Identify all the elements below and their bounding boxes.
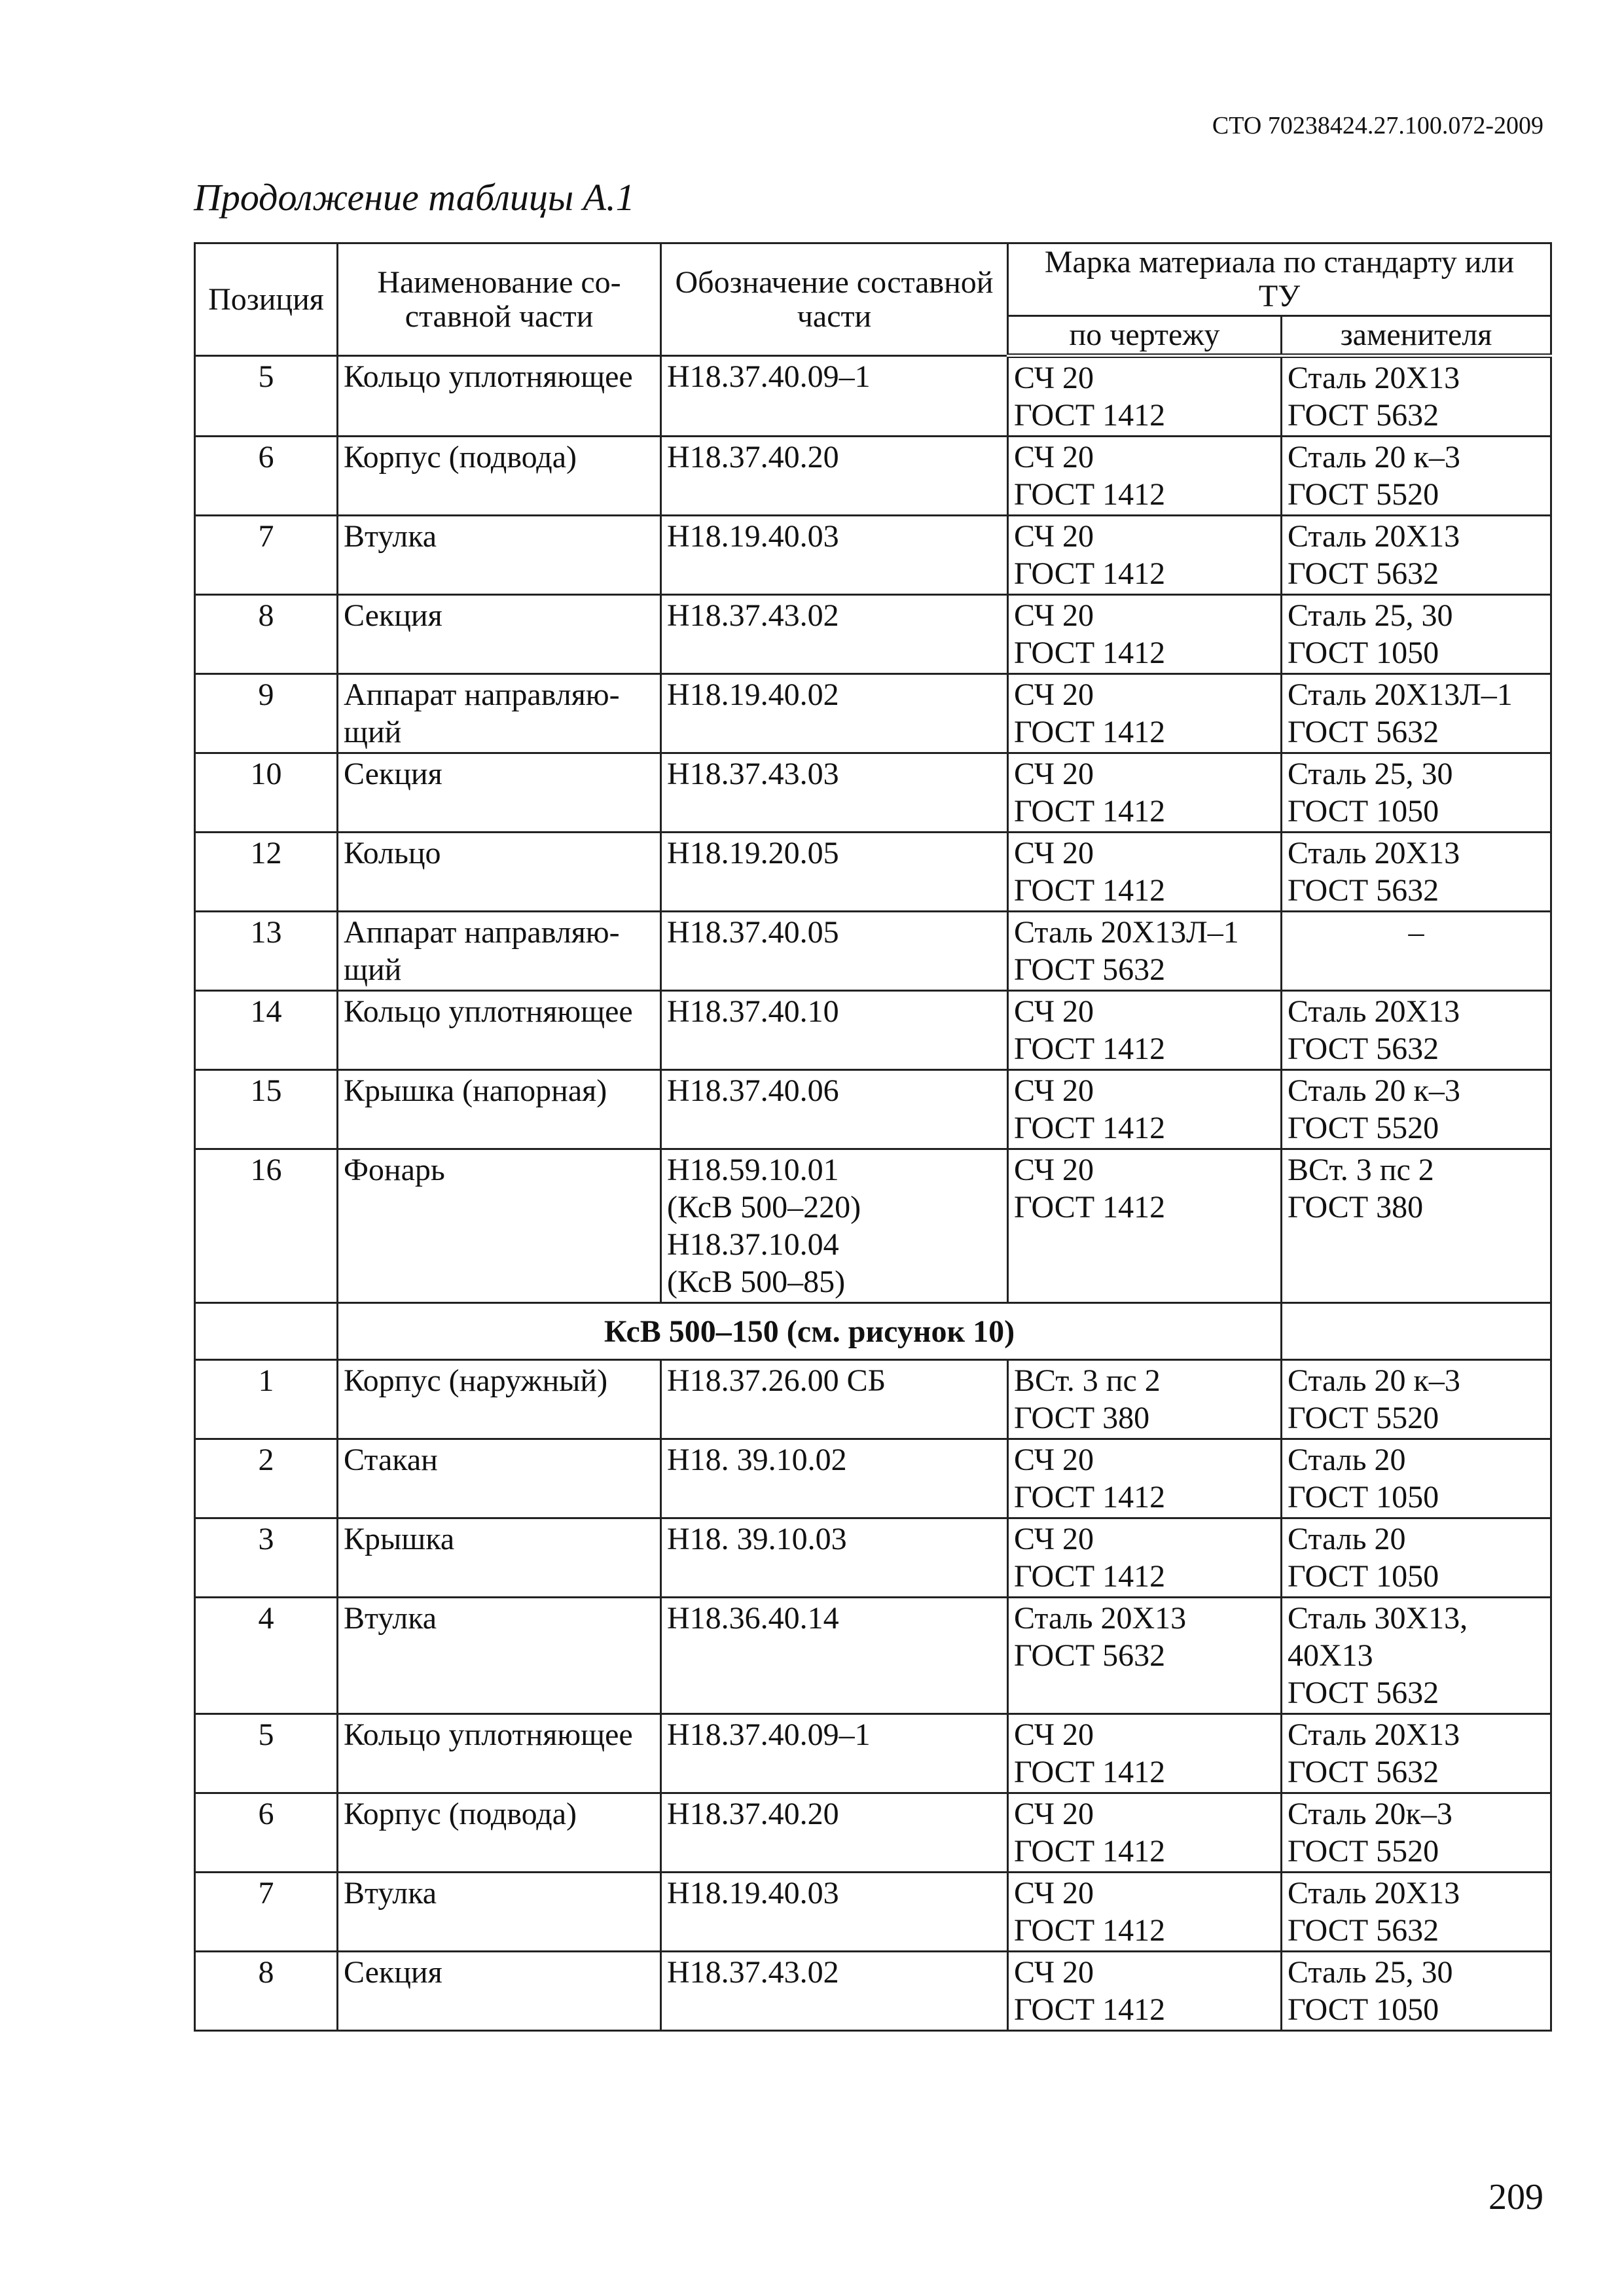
drawing-material-cell-line: ГОСТ 1412 bbox=[1014, 1190, 1166, 1225]
drawing-material-cell-line: Сталь 20Х13 bbox=[1014, 1601, 1187, 1636]
header-name-line: Наименование со- bbox=[377, 264, 621, 300]
designation-cell bbox=[661, 674, 1008, 753]
header-material-line: ТУ bbox=[1258, 279, 1301, 314]
header-position: Позиция bbox=[195, 243, 338, 356]
drawing-material-cell-line: СЧ 20 bbox=[1014, 1955, 1094, 1990]
designation-cell-line: Н18.37.43.03 bbox=[667, 757, 839, 791]
drawing-material-cell bbox=[1008, 1360, 1282, 1439]
name-cell bbox=[338, 1714, 661, 1793]
position-cell: 7 bbox=[195, 516, 338, 595]
header-name bbox=[338, 243, 661, 356]
substitute-material-cell-line: Сталь 30Х13, bbox=[1288, 1601, 1468, 1636]
drawing-material-cell-line: Сталь 20Х13Л–1 bbox=[1014, 915, 1239, 950]
table-row bbox=[195, 1518, 1551, 1598]
name-cell bbox=[338, 1360, 661, 1439]
substitute-material-cell-line: ГОСТ 5632 bbox=[1288, 873, 1439, 908]
table-row bbox=[195, 1149, 1551, 1303]
drawing-material-cell-line: ВСт. 3 пс 2 bbox=[1014, 1363, 1161, 1398]
substitute-material-cell-line: ГОСТ 5632 bbox=[1288, 1913, 1439, 1948]
designation-cell bbox=[661, 1070, 1008, 1149]
substitute-material-cell bbox=[1282, 912, 1551, 991]
name-cell-line: Корпус (подвода) bbox=[344, 1797, 577, 1831]
position-cell: 1 bbox=[195, 1360, 338, 1439]
substitute-material-cell bbox=[1282, 356, 1551, 437]
drawing-material-cell-line: СЧ 20 bbox=[1014, 757, 1094, 791]
designation-cell-line: Н18.37.26.00 СБ bbox=[667, 1363, 886, 1398]
document-code: СТО 70238424.27.100.072-2009 bbox=[1212, 112, 1543, 139]
drawing-material-cell-line: ГОСТ 1412 bbox=[1014, 715, 1166, 749]
drawing-material-cell-line: СЧ 20 bbox=[1014, 598, 1094, 633]
name-cell bbox=[338, 1873, 661, 1952]
substitute-material-cell-line: ГОСТ 5520 bbox=[1288, 477, 1439, 512]
name-cell-line: Секция bbox=[344, 757, 442, 791]
drawing-material-cell-line: ГОСТ 1412 bbox=[1014, 1031, 1166, 1066]
substitute-material-cell bbox=[1282, 437, 1551, 516]
substitute-material-cell-line: Сталь 20Х13 bbox=[1288, 994, 1460, 1029]
drawing-material-cell bbox=[1008, 1518, 1282, 1598]
designation-cell-line: Н18.19.40.02 bbox=[667, 677, 839, 712]
designation-cell-line: Н18.59.10.01 bbox=[667, 1153, 839, 1187]
designation-cell bbox=[661, 912, 1008, 991]
substitute-material-cell-line: 40Х13 bbox=[1288, 1638, 1373, 1673]
substitute-material-cell-line: ГОСТ 5632 bbox=[1288, 1755, 1439, 1789]
drawing-material-cell-line: ГОСТ 1412 bbox=[1014, 398, 1166, 433]
drawing-material-cell-line: ГОСТ 1412 bbox=[1014, 477, 1166, 512]
substitute-material-cell-line: Сталь 20Х13 bbox=[1288, 1717, 1460, 1752]
substitute-material-cell-line: ГОСТ 5632 bbox=[1288, 1031, 1439, 1066]
position-cell: 4 bbox=[195, 1598, 338, 1714]
drawing-material-cell-line: ГОСТ 1412 bbox=[1014, 1992, 1166, 2027]
drawing-material-cell-line: СЧ 20 bbox=[1014, 677, 1094, 712]
drawing-material-cell-line: ГОСТ 1412 bbox=[1014, 556, 1166, 591]
table-row bbox=[195, 516, 1551, 595]
table-row bbox=[195, 1952, 1551, 2031]
drawing-material-cell bbox=[1008, 356, 1282, 437]
drawing-material-cell-line: ГОСТ 1412 bbox=[1014, 873, 1166, 908]
position-cell: 5 bbox=[195, 1714, 338, 1793]
drawing-material-cell bbox=[1008, 1149, 1282, 1303]
drawing-material-cell-line: СЧ 20 bbox=[1014, 836, 1094, 870]
drawing-material-cell bbox=[1008, 1598, 1282, 1714]
drawing-material-cell bbox=[1008, 516, 1282, 595]
designation-cell bbox=[661, 991, 1008, 1070]
substitute-material-cell-line: ГОСТ 5520 bbox=[1288, 1834, 1439, 1869]
designation-cell-line: Н18.37.10.04 bbox=[667, 1227, 839, 1262]
section-row bbox=[195, 1303, 1551, 1360]
name-cell-line: Аппарат направляю- bbox=[344, 915, 620, 950]
designation-cell bbox=[661, 1873, 1008, 1952]
drawing-material-cell bbox=[1008, 674, 1282, 753]
position-cell: 15 bbox=[195, 1070, 338, 1149]
position-cell: 16 bbox=[195, 1149, 338, 1303]
substitute-material-cell-line: Сталь 20 к–3 bbox=[1288, 1363, 1460, 1398]
name-cell bbox=[338, 912, 661, 991]
designation-cell bbox=[661, 1952, 1008, 2031]
designation-cell bbox=[661, 833, 1008, 912]
designation-cell-line: (КсВ 500–220) bbox=[667, 1190, 861, 1225]
drawing-material-cell-line: СЧ 20 bbox=[1014, 519, 1094, 554]
substitute-material-cell-line: Сталь 20 к–3 bbox=[1288, 1073, 1460, 1108]
drawing-material-cell bbox=[1008, 912, 1282, 991]
designation-cell bbox=[661, 1360, 1008, 1439]
substitute-material-cell-line: ГОСТ 5632 bbox=[1288, 556, 1439, 591]
table-row bbox=[195, 1873, 1551, 1952]
name-cell bbox=[338, 833, 661, 912]
drawing-material-cell bbox=[1008, 833, 1282, 912]
substitute-material-cell-line: ГОСТ 5632 bbox=[1288, 715, 1439, 749]
drawing-material-cell-line: ГОСТ 1412 bbox=[1014, 1480, 1166, 1515]
designation-cell bbox=[661, 1714, 1008, 1793]
substitute-material-cell-line: ГОСТ 5520 bbox=[1288, 1111, 1439, 1145]
table-row bbox=[195, 356, 1551, 437]
drawing-material-cell-line: ГОСТ 1412 bbox=[1014, 794, 1166, 829]
drawing-material-cell-line: СЧ 20 bbox=[1014, 440, 1094, 475]
name-cell-line: Кольцо уплотняющее bbox=[344, 359, 633, 394]
substitute-material-cell-line: ГОСТ 5632 bbox=[1288, 1676, 1439, 1710]
table-section bbox=[195, 1303, 1551, 1360]
name-cell bbox=[338, 516, 661, 595]
substitute-material-cell-line: Сталь 20Х13 bbox=[1288, 361, 1460, 395]
designation-cell-line: (КсВ 500–85) bbox=[667, 1265, 846, 1299]
name-cell bbox=[338, 674, 661, 753]
drawing-material-cell bbox=[1008, 1070, 1282, 1149]
section-empty-cell bbox=[195, 1303, 338, 1360]
designation-cell-line: Н18.37.40.20 bbox=[667, 1797, 839, 1831]
drawing-material-cell bbox=[1008, 991, 1282, 1070]
drawing-material-cell-line: ГОСТ 380 bbox=[1014, 1401, 1150, 1435]
section-title: КсВ 500–150 (см. рисунок 10) bbox=[338, 1303, 1282, 1360]
materials-table bbox=[194, 242, 1552, 2032]
designation-cell-line: Н18.37.43.02 bbox=[667, 1955, 839, 1990]
designation-cell-line: Н18.19.40.03 bbox=[667, 1876, 839, 1910]
name-cell-line: Корпус (подвода) bbox=[344, 440, 577, 475]
name-cell bbox=[338, 1952, 661, 2031]
drawing-material-cell-line: ГОСТ 1412 bbox=[1014, 1913, 1166, 1948]
name-cell bbox=[338, 991, 661, 1070]
table-body-part-1 bbox=[195, 356, 1551, 1303]
designation-cell bbox=[661, 753, 1008, 833]
table-row bbox=[195, 1598, 1551, 1714]
substitute-material-cell bbox=[1282, 1439, 1551, 1518]
substitute-material-cell-line: Сталь 20 bbox=[1288, 1443, 1406, 1477]
name-cell-line: Крышка bbox=[344, 1522, 455, 1556]
substitute-material-cell bbox=[1282, 753, 1551, 833]
name-cell bbox=[338, 437, 661, 516]
drawing-material-cell bbox=[1008, 1439, 1282, 1518]
designation-cell bbox=[661, 437, 1008, 516]
name-cell bbox=[338, 356, 661, 437]
page-number: 209 bbox=[1489, 2177, 1543, 2217]
table-row bbox=[195, 674, 1551, 753]
substitute-material-cell bbox=[1282, 674, 1551, 753]
drawing-material-cell bbox=[1008, 1714, 1282, 1793]
name-cell-line: Кольцо уплотняющее bbox=[344, 994, 633, 1029]
designation-cell bbox=[661, 595, 1008, 674]
table-row bbox=[195, 1793, 1551, 1873]
designation-cell-line: Н18.19.40.03 bbox=[667, 519, 839, 554]
header-material-line: Марка материала по стандарту или bbox=[1044, 245, 1515, 279]
name-cell bbox=[338, 1439, 661, 1518]
substitute-material-cell bbox=[1282, 1070, 1551, 1149]
name-cell-line: Втулка bbox=[344, 519, 437, 554]
designation-cell-line: Н18.37.40.20 bbox=[667, 440, 839, 475]
section-empty-cell bbox=[1282, 1303, 1551, 1360]
designation-cell-line: Н18.37.40.09–1 bbox=[667, 359, 871, 394]
drawing-material-cell-line: ГОСТ 1412 bbox=[1014, 1834, 1166, 1869]
table-row bbox=[195, 753, 1551, 833]
substitute-material-cell-line: ГОСТ 1050 bbox=[1288, 1559, 1439, 1594]
drawing-material-cell-line: СЧ 20 bbox=[1014, 1443, 1094, 1477]
drawing-material-cell bbox=[1008, 1952, 1282, 2031]
header-designation-line: части bbox=[797, 298, 872, 334]
substitute-material-cell-line: ГОСТ 1050 bbox=[1288, 636, 1439, 670]
name-cell-line: щий bbox=[344, 715, 402, 749]
name-cell bbox=[338, 1518, 661, 1598]
substitute-material-cell bbox=[1282, 516, 1551, 595]
substitute-material-cell bbox=[1282, 833, 1551, 912]
designation-cell-line: Н18.37.40.06 bbox=[667, 1073, 839, 1108]
drawing-material-cell-line: СЧ 20 bbox=[1014, 994, 1094, 1029]
designation-cell-line: Н18.37.40.05 bbox=[667, 915, 839, 950]
drawing-material-cell-line: СЧ 20 bbox=[1014, 1717, 1094, 1752]
designation-cell bbox=[661, 516, 1008, 595]
drawing-material-cell bbox=[1008, 1793, 1282, 1873]
drawing-material-cell-line: ГОСТ 1412 bbox=[1014, 636, 1166, 670]
position-cell: 13 bbox=[195, 912, 338, 991]
header-name-line: ставной части bbox=[405, 298, 594, 334]
table-row bbox=[195, 1070, 1551, 1149]
designation-cell-line: Н18.19.20.05 bbox=[667, 836, 839, 870]
substitute-material-cell-line: Сталь 20Х13 bbox=[1288, 1876, 1460, 1910]
substitute-material-cell-line: Сталь 25, 30 bbox=[1288, 598, 1453, 633]
name-cell bbox=[338, 753, 661, 833]
position-cell: 9 bbox=[195, 674, 338, 753]
table-row bbox=[195, 595, 1551, 674]
name-cell-line: Фонарь bbox=[344, 1153, 445, 1187]
designation-cell-line: Н18.37.40.09–1 bbox=[667, 1717, 871, 1752]
table-row bbox=[195, 437, 1551, 516]
substitute-material-cell-line: Сталь 20Х13Л–1 bbox=[1288, 677, 1513, 712]
header-designation bbox=[661, 243, 1008, 356]
drawing-material-cell bbox=[1008, 437, 1282, 516]
name-cell-line: Аппарат направляю- bbox=[344, 677, 620, 712]
substitute-material-cell bbox=[1282, 1714, 1551, 1793]
table-row bbox=[195, 912, 1551, 991]
substitute-material-cell bbox=[1282, 1518, 1551, 1598]
substitute-material-cell-line: ГОСТ 1050 bbox=[1288, 794, 1439, 829]
designation-cell-line: Н18. 39.10.03 bbox=[667, 1522, 847, 1556]
position-cell: 10 bbox=[195, 753, 338, 833]
designation-cell-line: Н18.37.40.10 bbox=[667, 994, 839, 1029]
substitute-material-cell-line: – bbox=[1408, 915, 1424, 950]
table-header-row bbox=[195, 243, 1551, 316]
name-cell-line: Секция bbox=[344, 598, 442, 633]
designation-cell bbox=[661, 356, 1008, 437]
substitute-material-cell bbox=[1282, 1149, 1551, 1303]
designation-cell bbox=[661, 1598, 1008, 1714]
position-cell: 5 bbox=[195, 356, 338, 437]
substitute-material-cell bbox=[1282, 1598, 1551, 1714]
substitute-material-cell-line: Сталь 20к–3 bbox=[1288, 1797, 1453, 1831]
header-substitute: заменителя bbox=[1282, 316, 1551, 356]
substitute-material-cell-line: Сталь 20 bbox=[1288, 1522, 1406, 1556]
drawing-material-cell-line: СЧ 20 bbox=[1014, 1153, 1094, 1187]
substitute-material-cell bbox=[1282, 991, 1551, 1070]
name-cell-line: Кольцо уплотняющее bbox=[344, 1717, 633, 1752]
drawing-material-cell-line: ГОСТ 5632 bbox=[1014, 952, 1166, 987]
position-cell: 8 bbox=[195, 1952, 338, 2031]
drawing-material-cell-line: ГОСТ 1412 bbox=[1014, 1111, 1166, 1145]
name-cell-line: Крышка (напорная) bbox=[344, 1073, 607, 1108]
table-row bbox=[195, 1439, 1551, 1518]
drawing-material-cell-line: СЧ 20 bbox=[1014, 1876, 1094, 1910]
table-row bbox=[195, 991, 1551, 1070]
substitute-material-cell-line: Сталь 25, 30 bbox=[1288, 757, 1453, 791]
name-cell-line: Стакан bbox=[344, 1443, 438, 1477]
substitute-material-cell-line: Сталь 20 к–3 bbox=[1288, 440, 1460, 475]
table-row bbox=[195, 1714, 1551, 1793]
position-cell: 12 bbox=[195, 833, 338, 912]
substitute-material-cell-line: ГОСТ 1050 bbox=[1288, 1480, 1439, 1515]
substitute-material-cell-line: Сталь 20Х13 bbox=[1288, 836, 1460, 870]
substitute-material-cell-line: Сталь 25, 30 bbox=[1288, 1955, 1453, 1990]
substitute-material-cell-line: Сталь 20Х13 bbox=[1288, 519, 1460, 554]
name-cell bbox=[338, 1070, 661, 1149]
designation-cell-line: Н18.36.40.14 bbox=[667, 1601, 839, 1636]
drawing-material-cell bbox=[1008, 1873, 1282, 1952]
name-cell bbox=[338, 1149, 661, 1303]
drawing-material-cell-line: ГОСТ 1412 bbox=[1014, 1559, 1166, 1594]
substitute-material-cell-line: ГОСТ 380 bbox=[1288, 1190, 1424, 1225]
table-row bbox=[195, 833, 1551, 912]
substitute-material-cell bbox=[1282, 595, 1551, 674]
name-cell-line: Корпус (наружный) bbox=[344, 1363, 608, 1398]
name-cell-line: Втулка bbox=[344, 1601, 437, 1636]
table-caption: Продолжение таблицы А.1 bbox=[194, 176, 635, 219]
position-cell: 6 bbox=[195, 437, 338, 516]
drawing-material-cell-line: СЧ 20 bbox=[1014, 1797, 1094, 1831]
name-cell-line: Втулка bbox=[344, 1876, 437, 1910]
position-cell: 14 bbox=[195, 991, 338, 1070]
name-cell-line: щий bbox=[344, 952, 402, 987]
substitute-material-cell bbox=[1282, 1360, 1551, 1439]
header-designation-line: Обозначение составной bbox=[675, 264, 994, 300]
substitute-material-cell-line: ГОСТ 1050 bbox=[1288, 1992, 1439, 2027]
table-row bbox=[195, 1360, 1551, 1439]
designation-cell bbox=[661, 1149, 1008, 1303]
table-body-part-2 bbox=[195, 1360, 1551, 2031]
drawing-material-cell-line: ГОСТ 1412 bbox=[1014, 1755, 1166, 1789]
header-by-drawing: по чертежу bbox=[1008, 316, 1282, 356]
designation-cell bbox=[661, 1793, 1008, 1873]
substitute-material-cell bbox=[1282, 1793, 1551, 1873]
position-cell: 2 bbox=[195, 1439, 338, 1518]
designation-cell bbox=[661, 1439, 1008, 1518]
position-cell: 8 bbox=[195, 595, 338, 674]
designation-cell bbox=[661, 1518, 1008, 1598]
name-cell-line: Кольцо bbox=[344, 836, 441, 870]
substitute-material-cell bbox=[1282, 1952, 1551, 2031]
position-cell: 7 bbox=[195, 1873, 338, 1952]
name-cell bbox=[338, 595, 661, 674]
name-cell bbox=[338, 1793, 661, 1873]
designation-cell-line: Н18.37.43.02 bbox=[667, 598, 839, 633]
header-material bbox=[1008, 243, 1551, 316]
substitute-material-cell-line: ГОСТ 5520 bbox=[1288, 1401, 1439, 1435]
drawing-material-cell-line: ГОСТ 5632 bbox=[1014, 1638, 1166, 1673]
position-cell: 6 bbox=[195, 1793, 338, 1873]
substitute-material-cell-line: ГОСТ 5632 bbox=[1288, 398, 1439, 433]
designation-cell-line: Н18. 39.10.02 bbox=[667, 1443, 847, 1477]
substitute-material-cell bbox=[1282, 1873, 1551, 1952]
drawing-material-cell-line: СЧ 20 bbox=[1014, 1073, 1094, 1108]
position-cell: 3 bbox=[195, 1518, 338, 1598]
drawing-material-cell-line: СЧ 20 bbox=[1014, 361, 1094, 395]
substitute-material-cell-line: ВСт. 3 пс 2 bbox=[1288, 1153, 1434, 1187]
drawing-material-cell bbox=[1008, 753, 1282, 833]
name-cell bbox=[338, 1598, 661, 1714]
name-cell-line: Секция bbox=[344, 1955, 442, 1990]
drawing-material-cell bbox=[1008, 595, 1282, 674]
drawing-material-cell-line: СЧ 20 bbox=[1014, 1522, 1094, 1556]
